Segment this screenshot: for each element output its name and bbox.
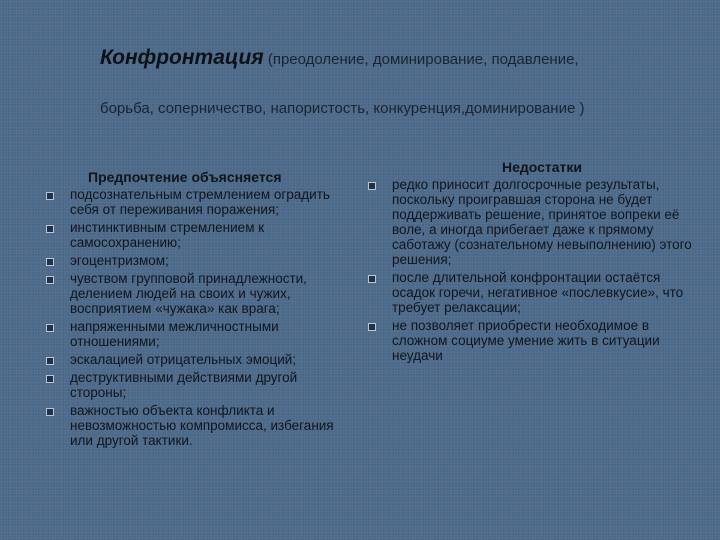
bullet-icon	[46, 324, 54, 332]
right-list	[362, 177, 692, 363]
left-list	[40, 187, 350, 448]
left-column	[40, 170, 350, 451]
bullet-icon	[46, 192, 54, 200]
list-item-text: напряженными межличностными отношениями;	[70, 319, 279, 349]
list-item	[362, 318, 692, 363]
bullet-icon	[46, 357, 54, 365]
slide-title	[100, 46, 700, 70]
list-item	[40, 253, 350, 268]
list-item-text: деструктивными действиями другой стороны;	[70, 370, 298, 400]
list-item-text: после длительной конфронтации остаётся осадок горечи, негативное «послевкусие», что требует релаксации;	[392, 270, 684, 315]
list-item	[40, 352, 350, 367]
list-item	[40, 403, 350, 448]
list-item-text: эгоцентризмом;	[70, 253, 169, 268]
title-main: Конфронтация	[100, 46, 264, 69]
left-column-heading: Предпочтение объясняется	[88, 169, 282, 185]
list-item	[362, 270, 692, 315]
bullet-icon	[368, 323, 376, 331]
list-item-text: чувством групповой принадлежности, делением людей на своих и чужих, восприятием «чужака» как врага;	[70, 271, 307, 316]
bullet-icon	[368, 182, 376, 190]
list-item	[362, 177, 692, 267]
right-column	[362, 160, 692, 366]
bullet-icon	[46, 375, 54, 383]
list-item	[40, 220, 350, 250]
title-subtitle-line2: борьба, соперничество, напористость, конкуренция,доминирование )	[100, 100, 585, 117]
bullet-icon	[46, 225, 54, 233]
right-column-heading: Недостатки	[501, 159, 583, 175]
list-item-text: редко приносит долгосрочные результаты, поскольку проигравшая сторона не будет поддерживать решение, принятое вопреки её воле, а иногда прибегает даже к прямому саботажу (сознательному невыполнению) этого решения;	[392, 177, 692, 267]
bullet-icon	[46, 408, 54, 416]
list-item	[40, 271, 350, 316]
list-item-text: подсознательным стремлением оградить себя от переживания поражения;	[70, 187, 330, 217]
list-item-text: эскалацией отрицательных эмоций;	[70, 352, 297, 367]
list-item	[40, 187, 350, 217]
list-item	[40, 319, 350, 349]
list-item-text: инстинктивным стремлением к самосохранению;	[70, 220, 265, 250]
bullet-icon	[46, 276, 54, 284]
list-item-text: важностью объекта конфликта и невозможностью компромисса, избегания или другой тактики.	[70, 403, 334, 448]
bullet-icon	[368, 275, 376, 283]
bullet-icon	[46, 258, 54, 266]
title-subtitle-line1: (преодоление, доминирование, подавление,	[267, 51, 579, 68]
list-item-text: не позволяет приобрести необходимое в сложном социуме умение жить в ситуации неудачи	[392, 318, 660, 363]
list-item	[40, 370, 350, 400]
